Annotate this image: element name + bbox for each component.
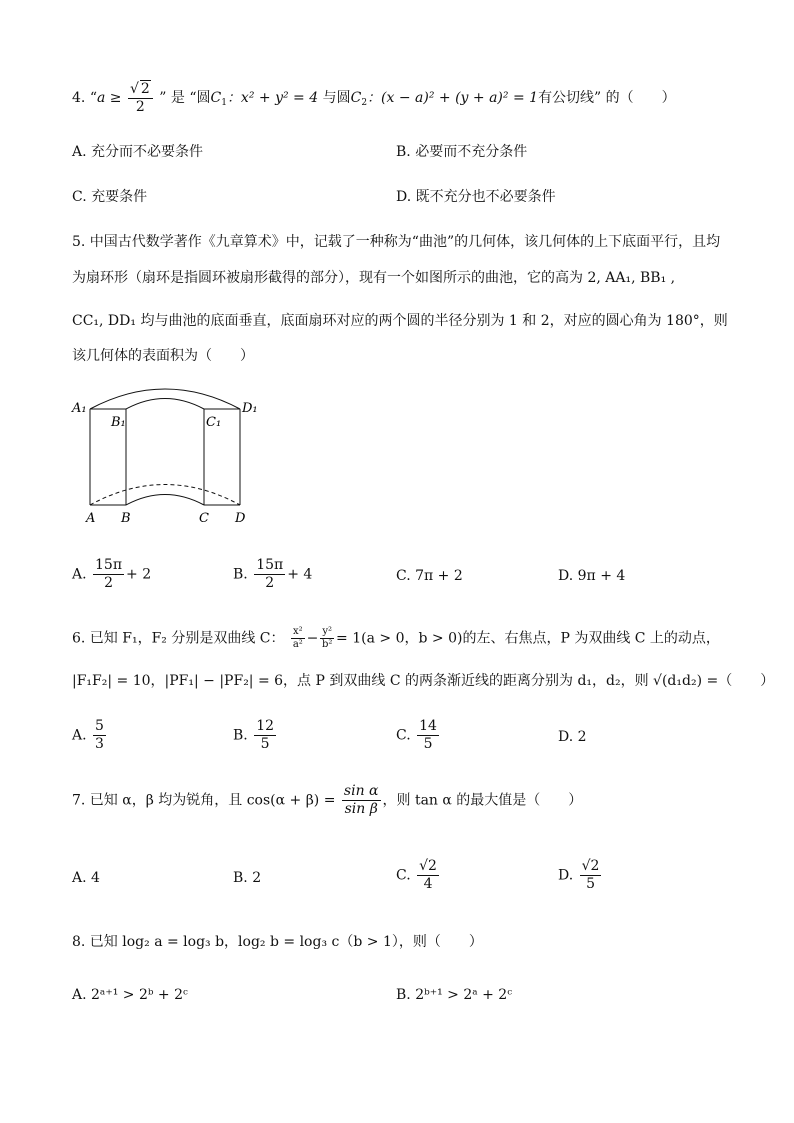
option-label: A. <box>72 870 87 886</box>
option-label: C. <box>396 867 411 884</box>
q7-option-d[interactable] <box>558 858 603 893</box>
q7-part-b: ，则 tan α 的最大值是（ ） <box>382 792 583 809</box>
q4-c1-sub: 1 <box>221 98 227 108</box>
q5-option-b[interactable] <box>233 557 312 592</box>
option-label: B. <box>233 870 248 886</box>
q7-part-a: 7. 已知 α，β 均为锐角，且 cos(α + β) = <box>72 792 336 809</box>
fraction-den: b² <box>322 639 333 650</box>
option-text: 充分而不必要条件 <box>91 144 204 160</box>
q5-line-1: 5. 中国古代数学著作《九章算术》中，记载了一种称为“曲池”的几何体，该几何体的上下底面平行，且均 <box>72 234 721 250</box>
q4-cond-num: 2 <box>140 81 150 97</box>
fraction-num: 14 <box>419 718 437 734</box>
fraction-den: 5 <box>586 876 596 892</box>
option-text: 7π + 2 <box>415 568 463 584</box>
fraction-den: 5 <box>260 736 270 752</box>
fraction-num: x² <box>292 626 303 637</box>
q7-option-b[interactable] <box>233 868 261 888</box>
option-label: C. <box>396 727 411 744</box>
q4-option-c[interactable] <box>72 187 147 207</box>
label-A1: A₁ <box>72 401 87 416</box>
q4-tail: 有公切线” 的（ ） <box>538 90 676 106</box>
fraction-num: 15π <box>256 557 284 573</box>
option-label: B. <box>396 987 411 1003</box>
q4-c2: C <box>350 90 362 106</box>
q6-stem-line-1 <box>72 626 720 651</box>
option-text: 既不充分也不必要条件 <box>415 189 556 205</box>
fraction-den: 2 <box>265 575 275 591</box>
fraction-num: 15π <box>95 557 123 573</box>
option-text: 2 <box>577 729 587 745</box>
inner-top-arc <box>126 399 204 410</box>
q4-sqrt2-over-2: $\frac{√ 2}{2}$ <box>128 80 153 116</box>
q7-fraction <box>342 783 381 818</box>
q4-with: 与圆 <box>322 90 351 106</box>
fraction-den: 5 <box>423 736 433 752</box>
option-label: B. <box>396 144 411 160</box>
label-C: C <box>199 511 209 526</box>
q7-option-a[interactable] <box>72 868 100 888</box>
inner-bottom-arc <box>126 495 204 506</box>
option-label: D. <box>396 189 412 205</box>
option-text: 2ᵃ⁺¹ > 2ᵇ + 2ᶜ <box>91 987 188 1003</box>
q6-minus: − <box>306 630 319 647</box>
q6-option-b[interactable] <box>233 718 278 753</box>
q4-c2-sub: 2 <box>361 98 368 108</box>
q5-option-a[interactable] <box>72 557 151 592</box>
option-label: A. <box>72 144 87 160</box>
option-fraction <box>417 718 439 753</box>
label-A: A <box>86 511 96 526</box>
option-label: A. <box>72 987 87 1003</box>
option-label: C. <box>396 568 411 584</box>
option-fraction <box>254 718 276 753</box>
q4-mid: ” 是 “圆 <box>159 90 211 106</box>
q6-part-b: = 1(a > 0，b > 0)的左、右焦点，P 为双曲线 C 上的动点， <box>336 630 720 647</box>
q5-option-c[interactable] <box>396 566 463 586</box>
option-label: A. <box>72 566 87 583</box>
option-label: D. <box>558 867 574 884</box>
fraction-num: 5 <box>95 718 104 734</box>
q4-stem <box>72 80 676 116</box>
option-rest: + 4 <box>287 566 313 583</box>
option-label: B. <box>233 566 248 583</box>
option-label: A. <box>72 727 87 744</box>
q6-stem-line-2: |F₁F₂| = 10，|PF₁| − |PF₂| = 6，点 P 到双曲线 C 的两条渐近线的距离分别为 d₁，d₂，则 √(d₁d₂) =（ ） <box>72 673 775 689</box>
option-text: 必要而不充分条件 <box>415 144 528 160</box>
fraction-num: √2 <box>581 858 600 874</box>
curved-pool-figure <box>70 384 270 529</box>
q4-c1-eq: ：x² + y² = 4 <box>226 90 319 106</box>
option-rest: + 2 <box>126 566 152 583</box>
option-text: 2ᵇ⁺¹ > 2ᵃ + 2ᶜ <box>415 987 513 1003</box>
label-C1: C₁ <box>206 415 222 430</box>
option-text: 4 <box>91 870 100 886</box>
fraction-den: 3 <box>95 736 104 752</box>
q6-option-a[interactable] <box>72 718 108 753</box>
fraction-num: √2 <box>419 858 437 874</box>
fraction-den: a² <box>292 639 303 650</box>
fraction-num: y² <box>322 626 333 637</box>
q5-line-4: 该几何体的表面积为（ ） <box>72 348 254 364</box>
q6-x-term <box>291 626 305 651</box>
option-text: 充要条件 <box>91 189 148 205</box>
option-text: 2 <box>252 870 262 886</box>
q5-line-2: 为扇环形（扇环是指圆环被扇形截得的部分），现有一个如图所示的曲池，它的高为 2, AA₁, BB₁ , <box>72 270 676 286</box>
q4-option-d[interactable] <box>396 187 556 207</box>
q8-stem: 8. 已知 log₂ a = log₃ b，log₂ b = log₃ c（b > 1），则（ ） <box>72 934 483 950</box>
q8-option-b[interactable] <box>396 985 512 1005</box>
q6-part-a: 6. 已知 F₁，F₂ 分别是双曲线 C： <box>72 630 285 647</box>
q4-c2-eq: ：(x − a)² + (y + a)² = 1 <box>367 90 539 106</box>
q8-option-a[interactable] <box>72 985 188 1005</box>
fraction-den: sin β <box>344 801 378 817</box>
option-label: B. <box>233 727 248 744</box>
label-B: B <box>121 511 131 526</box>
q4-option-a[interactable] <box>72 142 203 162</box>
q6-option-c[interactable] <box>396 718 441 753</box>
option-label: D. <box>558 729 574 745</box>
option-fraction <box>93 718 106 753</box>
q4-cond-den: 2 <box>135 99 145 115</box>
label-D: D <box>235 511 246 526</box>
q7-option-c[interactable] <box>396 858 441 893</box>
q7-stem <box>72 783 582 818</box>
q4-number: 4. <box>72 90 86 106</box>
option-fraction <box>417 858 439 893</box>
option-label: D. <box>558 568 574 584</box>
fraction-num: sin α <box>343 783 379 799</box>
option-text: 9π + 4 <box>577 568 626 584</box>
q5-line-3: CC₁, DD₁ 均与曲池的底面垂直，底面扇环对应的两个圆的半径分别为 1 和 2，对应的圆心角为 180°，则 <box>72 313 728 329</box>
option-fraction <box>93 557 124 592</box>
label-B1: B₁ <box>111 415 126 430</box>
q4-condition: a ≥ <box>96 90 122 106</box>
q5-option-d[interactable] <box>558 566 625 586</box>
q6-y-term <box>320 626 334 651</box>
q4-quote-open: “ <box>89 90 97 106</box>
fraction-num: 12 <box>256 718 275 734</box>
option-fraction <box>580 858 602 893</box>
q4-option-b[interactable] <box>396 142 527 162</box>
q4-c1: C <box>210 90 222 106</box>
label-D1: D₁ <box>242 401 258 416</box>
fraction-den: 2 <box>104 575 113 591</box>
option-label: C. <box>72 189 87 205</box>
q6-option-d[interactable] <box>558 727 587 747</box>
fraction-den: 4 <box>423 876 433 892</box>
option-fraction <box>254 557 285 592</box>
